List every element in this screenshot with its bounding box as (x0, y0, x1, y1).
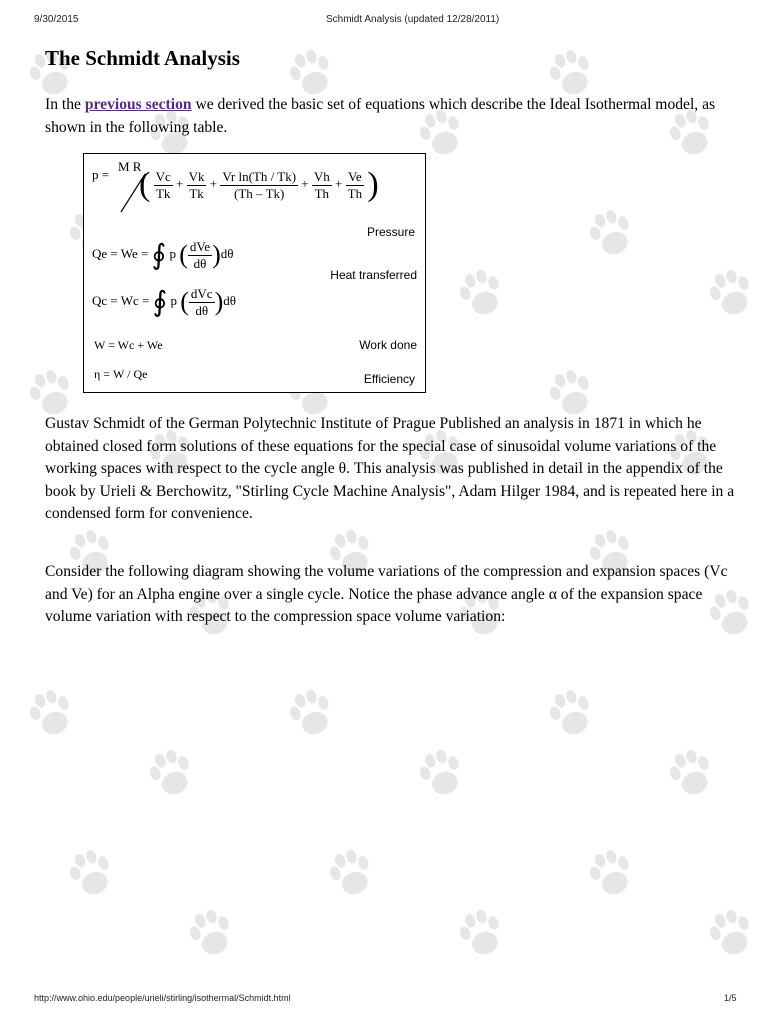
qc-tail: dθ (223, 292, 236, 308)
term-ve-den: Th (347, 185, 363, 201)
paw-print-icon (705, 905, 758, 960)
paw-print-icon (665, 745, 718, 800)
qc-lhs: Qc = Wc = (92, 292, 150, 308)
efficiency-label: Efficiency (363, 372, 415, 386)
qe-p: p (169, 245, 176, 261)
paw-print-icon (585, 205, 638, 260)
qc-den: dθ (195, 302, 209, 318)
paw-print-icon (285, 685, 338, 740)
pressure-numerator: M R (118, 159, 142, 174)
qc-p: p (170, 292, 177, 308)
intro-text-before: In the (45, 96, 85, 113)
term-vk-den: Tk (189, 185, 204, 201)
term-vc-den: Tk (155, 185, 171, 201)
paw-print-icon (455, 265, 508, 320)
previous-section-link[interactable]: previous section (84, 96, 192, 113)
cyclic-integral-icon: ∮ (152, 287, 168, 318)
qe-den: dθ (193, 255, 207, 271)
work-label: Work done (359, 338, 417, 352)
print-title: Schmidt Analysis (updated 12/28/2011) (326, 14, 500, 25)
qc-num: dVc (190, 285, 213, 301)
paw-print-icon (285, 45, 338, 100)
work-equation: W = Wc + We (94, 338, 163, 352)
pressure-bracket: ( $\frac{Vc}{Tk}$ + $\frac{Vk}{Tk}$ + $\frac{\text{Vr ln(Th / Tk)}}{(Th - Tk)}$ + $\frac{Vh}{Th}$ + $\frac{Ve}{Th}$ ) (139, 166, 379, 203)
term-vr-num: Vr ln(Th / Tk) (222, 168, 297, 184)
paw-print-icon (545, 685, 598, 740)
paw-print-icon (415, 745, 468, 800)
print-date: 9/30/2015 (34, 14, 79, 25)
paw-print-icon (545, 45, 598, 100)
term-vr-den: (Th – Tk) (234, 185, 285, 201)
diagram-intro-paragraph: Consider the following diagram showing the volume variations of the compression and expansion spaces (Vc and Ve) for an Alpha engine over a single cycle. Notice the phase advance angle α of the expansion space volume variation with respect to the compression space volume variation: (45, 563, 728, 625)
paw-print-icon (455, 905, 508, 960)
term-vh-den: Th (314, 185, 330, 201)
footer-url: http://www.ohio.edu/people/urieli/stirling/isothermal/Schmidt.html (34, 993, 291, 1003)
qe-lhs: Qe = We = (92, 245, 149, 261)
paw-print-icon (705, 265, 758, 320)
paw-print-icon (585, 845, 638, 900)
footer-page-number: 1/5 (724, 993, 737, 1003)
pressure-lhs: p = (92, 167, 110, 182)
pressure-label: Pressure (366, 225, 415, 239)
term-vk-num: Vk (188, 168, 205, 184)
efficiency-equation: η = W / Qe (94, 367, 148, 381)
schmidt-history-paragraph: Gustav Schmidt of the German Polytechnic Institute of Prague Published an analysis in 1871 in which he obtained closed form solutions of these equations for the special case of sinusoidal volume variations of the working spaces with respect to the cycle angle θ. This analysis was published in detail in the appendix of the book by Urieli & Berchowitz, "Stirling Cycle Machine Analysis", Adam Hilger 1984, and is repeated here in a condensed form for convenience. (45, 415, 735, 522)
cyclic-integral-icon: ∮ (151, 240, 167, 271)
heat-label: Heat transferred (330, 268, 417, 282)
intro-text-after: we derived the basic set of equations which describe the Ideal Isothermal model, as shown in the following table. (45, 96, 716, 136)
paw-print-icon (145, 745, 198, 800)
equations-table (83, 153, 426, 393)
qe-num: dVe (189, 238, 211, 254)
heat-compression-equation: Qc = Wc = ∮ p ( $\frac{\text{dVc}}{d\theta}$ )dθ (92, 285, 236, 318)
term-ve-num: Ve (346, 169, 364, 186)
page-title: The Schmidt Analysis (45, 46, 240, 70)
heat-expansion-equation: Qe = We = ∮ p ( $\frac{\text{dVe}}{d\theta}$ )dθ (92, 238, 234, 271)
paw-print-icon (185, 905, 238, 960)
paw-print-icon (65, 845, 118, 900)
term-vc-num: Vc (155, 168, 171, 184)
term-vh-num: Vh (313, 168, 330, 184)
qe-tail: dθ (220, 245, 234, 261)
paw-print-icon (325, 845, 378, 900)
intro-paragraph (45, 94, 735, 139)
paw-print-icon (25, 685, 78, 740)
